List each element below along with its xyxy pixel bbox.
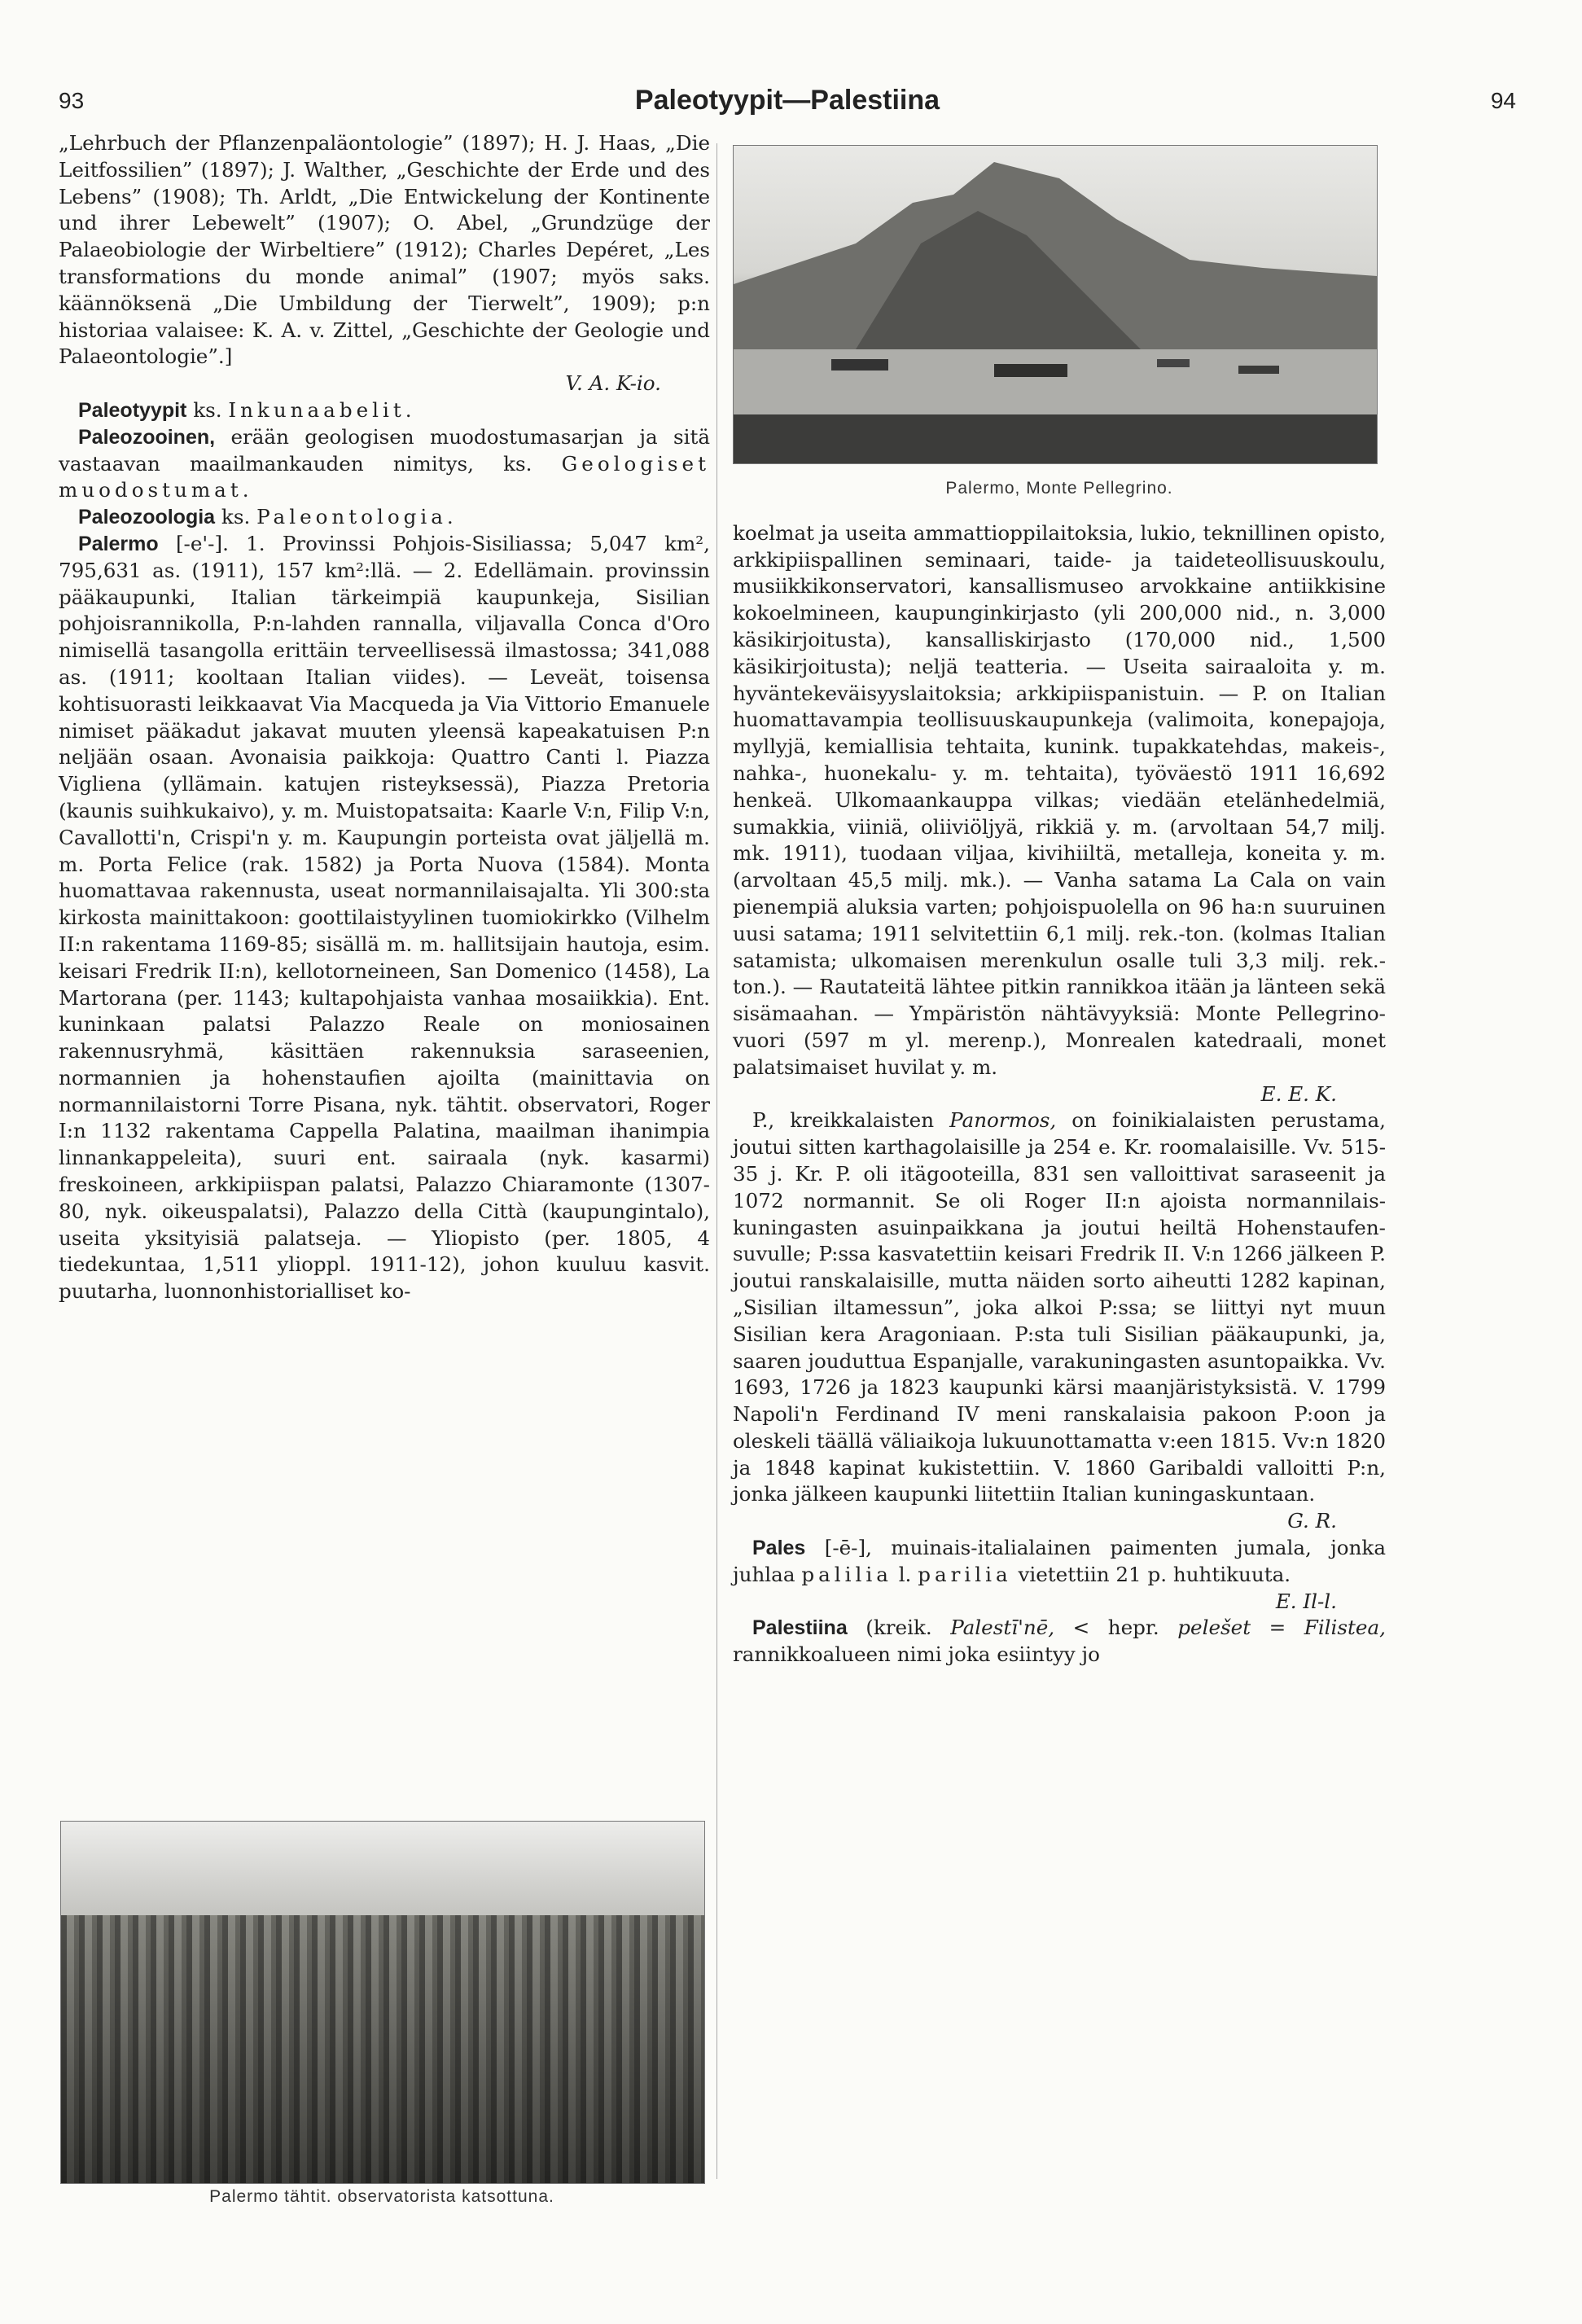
palermo-history: P., kreikkalaisten Panormos, on foinikialaisten perustama, joutui sitten karthagolaisille ja 254 e. Kr. roomalaisille. Vv. 515-35 j. Kr. P. oli itägooteilla, 831 sen valloittivat saraseenit ja 1072 normannit. Se oli Roger II:n ajoista normannilais-kuningasten asuinpaikkana ja joutui heiltä Hohenstaufen-suvulle; P:ssa kasvatettiin keisari Fredrik II. V:n 1266 jälkeen P. joutui ranskalaisille, mutta näiden sorto aiheutti 1282 kapinan, „Sisilian iltamessun”, joka alkoi P:ssa; se liittyi nyt muun Sisilian kera Aragoniaan. P:sta tuli Sisilian pääkaupunki, ja, saaren jouduttua Espanjalle, varakuningasten asuntopaikka. Vv. 1693, 1726 ja 1823 kaupunki kärsi maanjäristyksistä. V. 1799 Napoli'n Ferdinand IV meni ranskalaisia pakoon P:oon ja oleskeli täällä väliaikoja lukuunottamatta v:een 1815. Vv:n 1820 ja 1848 kapinat kukistettiin. V. 1860 Garibaldi valloitti P:n, jonka jälkeen kaupunki liitettiin Italian kuningaskuntaan. G. R. bbox=[733, 1107, 1386, 1535]
cross-reference: Paleontologia. bbox=[256, 505, 458, 529]
entry-paleotyypit: Paleotyypit ks. Inkunaabelit. bbox=[78, 397, 416, 422]
cross-reference: parilia bbox=[918, 1562, 1012, 1586]
author-signature: E. Il-l. bbox=[1275, 1589, 1337, 1613]
entry-palestiina: Palestiina (kreik. Palestī'nē, < hepr. pelešet = Filistea, rannikkoalueen nimi joka esiintyy jo bbox=[733, 1616, 1386, 1667]
right-column bbox=[733, 137, 1386, 1668]
page-number-left: 93 bbox=[59, 88, 85, 113]
entry-headword: Palermo bbox=[78, 532, 159, 555]
city-photo-sky bbox=[61, 1822, 704, 1915]
entry-headword: Paleotyypit bbox=[78, 398, 187, 422]
page-header bbox=[59, 85, 1516, 121]
entry-headword: Pales bbox=[752, 1537, 806, 1560]
entry-headword: Paleozooinen, bbox=[78, 425, 216, 449]
running-head: Paleotyypit—Palestiina bbox=[634, 85, 940, 116]
entry-paleozoologia: Paleozoologia ks. Paleontologia. bbox=[78, 505, 458, 529]
author-signature: V. A. K-io. bbox=[565, 371, 661, 396]
cross-reference: palilia bbox=[801, 1562, 892, 1586]
cross-reference: Inkunaabelit. bbox=[228, 397, 416, 422]
author-signature: G. R. bbox=[1287, 1509, 1337, 1533]
city-photo bbox=[60, 1821, 705, 2184]
entry-paleozooinen: Paleozooinen, erään geologisen muodostumasarjan ja sitä vastaavan maailmankauden nimitys, ks. Geologiset muodostumat. bbox=[59, 424, 710, 502]
palermo-continued: koelmat ja useita ammattioppilaitoksia, lukio, teknillinen opisto, arkkipiispallinen seminaari, taide- ja taideteollisuuskoulu, musiikkikonservatori, kansallismuseo arvokkaine antiikkisine kokoelmineen, kaupunginkirjasto (yli 200,000 nid., n. 3,000 käsikirjoitusta), kansalliskirjasto (170,000 nid., 1,500 käsikirjoitusta); neljä teatteria. — Useita sairaaloita y. m. hyväntekeväisyyslaitoksia; arkkipiispanistuin. — P. on Italian huomattavampia teollisuuskaupunkeja (valimoita, konepajoja, myllyjä, kemiallisia tehtaita, kunink. tupakkatehdas, makeis-, nahka-, huonekalu- y. m. tehtaita), työväestö 1911 16,692 henkeä. Ulkomaankauppa vilkas; viedään etelänhedelmiä, sumakkia, viiniä, oliiviöljyä, rikkiä y. m. (arvoltaan 54,7 milj. mk. 1911), tuodaan viljaa, kivihiiltä, metalleja, koneita y. m. (arvoltaan 45,5 milj. mk.). — Vanha satama La Cala on vain pienempiä aluksia varten; pohjoispuolella on 96 ha:n suuruinen uusi satama; 1911 selvitettiin 6,1 milj. rek.-ton. (kolmas Italian satamista; ulkomaisen merenkulun osalle tuli 3,3 milj. rek.-ton.). — Rautateitä lähtee pitkin rannikkoa itään ja länteen sekä sisämaahan. — Ympäristön nähtävyyksiä: Monte Pellegrino-vuori (597 m yl. merenp.), Monrealen katedraali, monet palatsimaiset huvilat y. m. E. E. K. bbox=[733, 520, 1386, 1108]
mountain-illustration bbox=[734, 146, 1377, 463]
page-number-right: 94 bbox=[1490, 88, 1516, 113]
entry-headword: Paleozoologia bbox=[78, 506, 216, 529]
cross-reference: Geologiset muodostumat. bbox=[59, 451, 710, 502]
monte-pellegrino-caption: Palermo, Monte Pellegrino. bbox=[945, 479, 1173, 498]
left-column bbox=[59, 130, 710, 1305]
entry-pales: Pales [-ē-], muinais-italialainen paimenten jumala, jonka juhlaa palilia l. parilia vietettiin 21 p. huhtikuuta. E. Il-l. bbox=[733, 1535, 1386, 1615]
entry-palermo: Palermo [-e'-]. 1. Provinssi Pohjois-Sisiliassa; 5,047 km², 795,631 as. (1911), 157 km²:llä. — 2. Edellämain. provinssin pääkaupunki, Italian tärkeimpiä kaupunkeja, Sisilian pohjoisrannikolla, P:n-lahden rannalla, viljavalla Conca d'Oro nimisellä tasangolla erittäin terveellisessä ilmastossa; 341,088 as. (1911; kooltaan Italian viides). — Leveät, toisensa kohtisuorasti leikkaavat Via Macqueda ja Via Vittorio Emanuele nimiset pääkadut jakavat muuten yleensä kapeakatuisen P:n neljään osaan. Avonaisia paikkoja: Quattro Canti l. Piazza Vigliena (yllämain. katujen risteyksessä), Piazza Pretoria (kaunis suihkukaivo), y. m. Muistopatsaita: Kaarle V:n, Filip V:n, Cavallotti'n, Crispi'n y. m. Kaupungin porteista ovat jäljellä m. m. Porta Felice (rak. 1582) ja Porta Nuova (1584). Monta huomattavaa rakennusta, useat normannilaisajalta. Yli 300:sta kirkosta mainittakoon: goottilaistyylinen tuomiokirkko (Vilhelm II:n rakentama 1169-85; sisällä m. m. hallitsijain hautoja, esim. keisari Fredrik II:n), kellotorneineen, San Domenico (1458), La Martorana (per. 1143; kultapohjaista vanhaa mosaiikkia). Ent. kuninkaan palatsi Palazzo Reale on moniosainen rakennusryhmä, käsittäen rakennuksia saraseenien, normannien ja hohenstaufien ajoilta (mainittavia on normannilaistorni Torre Pisana, nyk. tähtit. observatori, Roger I:n 1132 rakentama Cappella Palatina, maailman ihanimpia linnankappeleita), suuri ent. sairaala (nyk. kasarmi) freskoineen, arkkipiispan palatsi, Palazzo Chiaramonte (1307-80, nyk. oikeuspalatsi), Palazzo della Città (kaupungintalo), useita yksityisiä palatseja. — Yliopisto (per. 1805, 4 tiedekuntaa, 1,511 ylioppl. 1911-12), johon kuuluu kasvit. puutarha, luonnonhistorialliset ko- bbox=[59, 531, 710, 1304]
monte-pellegrino-photo bbox=[733, 145, 1378, 464]
author-signature: E. E. K. bbox=[1260, 1081, 1337, 1106]
entry-headword: Palestiina bbox=[752, 1616, 848, 1640]
city-photo-caption: Palermo tähtit. observatorista katsottuna. bbox=[209, 2187, 554, 2206]
bibliography-paragraph: „Lehrbuch der Pflanzenpaläontologie” (1897); H. J. Haas, „Die Leitfossilien” (1897); J. Walther, „Geschichte der Erde und des Lebens” (1908); Th. Arldt, „Die Entwickelung der Kontinente und ihrer Lebewelt” (1907); O. Abel, „Grundzüge der Palaeobiologie der Wirbeltiere” (1912); Charles Depéret, „Les transformations du monde animal” (1907; myös saks. käännöksenä „Die Umbildung der Tierwelt”, 1909); p:n historiaa valaisee: K. A. v. Zittel, „Geschichte der Geologie und Palaeontologie”.] V. A. K-io. bbox=[59, 130, 710, 397]
